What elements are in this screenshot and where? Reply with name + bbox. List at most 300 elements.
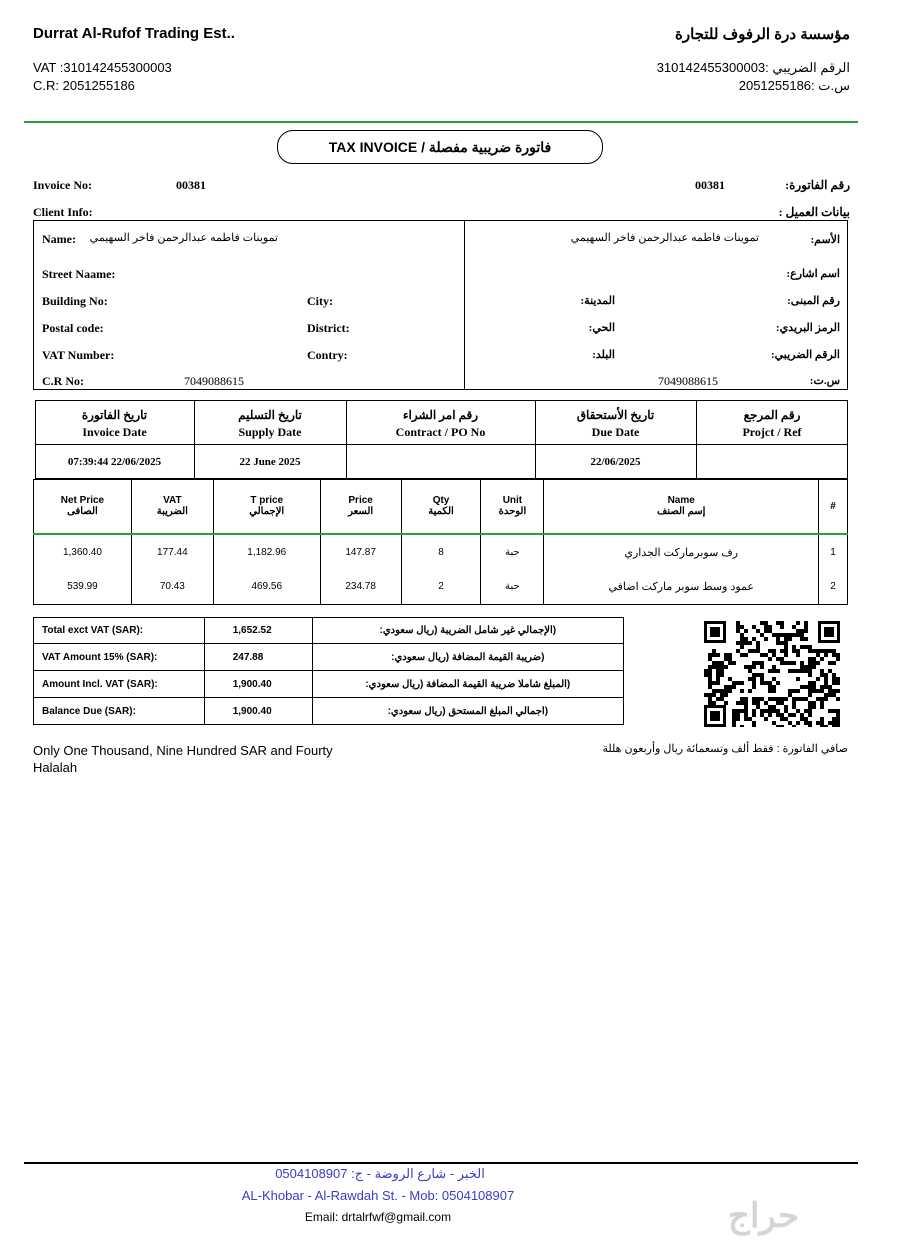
qr-module	[804, 621, 808, 625]
qr-module	[760, 673, 764, 677]
qr-module	[760, 621, 764, 625]
supply-date-value: 22 June 2025	[239, 455, 301, 468]
qr-module	[764, 709, 768, 713]
qr-module	[800, 665, 804, 669]
postal-label: Postal code:	[42, 321, 104, 335]
items-header-row	[34, 480, 848, 534]
qr-module	[832, 681, 836, 685]
col-header	[544, 480, 819, 534]
qr-module	[808, 721, 812, 725]
qr-module	[708, 673, 712, 677]
col-header-ar: الكمية	[428, 506, 454, 518]
qr-module	[820, 673, 824, 677]
col-header-ar: الصافى	[67, 506, 98, 518]
qr-module	[784, 641, 788, 645]
qr-module	[780, 625, 784, 629]
qr-module	[716, 653, 720, 657]
qr-module	[772, 653, 776, 657]
qr-module	[752, 665, 756, 669]
qr-module	[828, 661, 832, 665]
qr-module	[740, 709, 744, 713]
qr-module	[780, 661, 784, 665]
district-label: District:	[307, 321, 350, 335]
totals-table	[33, 617, 624, 725]
qr-module	[752, 685, 756, 689]
qr-module	[824, 693, 828, 697]
qr-module	[796, 697, 800, 701]
qr-module	[812, 661, 816, 665]
client-info-box	[33, 220, 848, 390]
qr-module	[832, 717, 836, 721]
qr-module	[836, 717, 840, 721]
qr-module	[772, 665, 776, 669]
qr-module	[768, 689, 772, 693]
qr-module	[804, 709, 808, 713]
qr-module	[740, 689, 744, 693]
qr-module	[808, 669, 812, 673]
qr-module	[724, 685, 728, 689]
qr-module	[808, 685, 812, 689]
qr-module	[804, 717, 808, 721]
qr-module	[752, 713, 756, 717]
qr-module	[744, 709, 748, 713]
qr-module	[808, 701, 812, 705]
qr-module	[800, 645, 804, 649]
qr-module	[800, 713, 804, 717]
qr-module	[704, 669, 708, 673]
qr-module	[728, 685, 732, 689]
qr-module	[796, 709, 800, 713]
qr-module	[804, 665, 808, 669]
qr-module	[720, 689, 724, 693]
district-label-ar: الحي:	[588, 322, 615, 334]
qr-module	[716, 677, 720, 681]
totals-value: 1,900.40	[204, 671, 312, 698]
qr-module	[824, 681, 828, 685]
qr-module	[744, 705, 748, 709]
net-price-cell: 1,360.40	[34, 534, 132, 570]
qr-module	[752, 637, 756, 641]
qr-module	[788, 721, 792, 725]
qr-module	[748, 677, 752, 681]
qr-module	[796, 649, 800, 653]
qr-module	[736, 681, 740, 685]
qr-module	[752, 661, 756, 665]
col-header-ar: الوحدة	[498, 506, 527, 518]
qr-module	[740, 653, 744, 657]
qr-module	[788, 669, 792, 673]
qr-module	[744, 641, 748, 645]
qr-module	[796, 629, 800, 633]
invoice-no-label: Invoice No:	[33, 178, 92, 192]
col-header-en: Unit	[502, 495, 523, 507]
qr-module	[780, 697, 784, 701]
date-header-en: Supply Date	[238, 425, 302, 439]
totals-label: Amount Incl. VAT (SAR):	[34, 671, 205, 698]
qr-module	[712, 653, 716, 657]
qr-module	[748, 649, 752, 653]
qr-module	[708, 701, 712, 705]
company-name-en: Durrat Al-Rufof Trading Est..	[33, 25, 235, 42]
date-header-ar: رقم امر الشراء	[402, 408, 479, 422]
qr-module	[768, 709, 772, 713]
qr-module	[800, 717, 804, 721]
qr-module	[752, 677, 756, 681]
qr-module	[736, 717, 740, 721]
qr-module	[760, 633, 764, 637]
qr-module	[740, 641, 744, 645]
totals-label-ar: (اجمالي المبلغ المستحق (ريال سعودي:	[312, 698, 623, 725]
client-name-value: تموينات فاطمه عبدالرحمن فاخر السهيمي	[89, 232, 278, 244]
qr-module	[832, 673, 836, 677]
qr-module	[808, 673, 812, 677]
qr-module	[828, 693, 832, 697]
qr-module	[808, 709, 812, 713]
table-row	[34, 534, 848, 570]
qr-module	[832, 653, 836, 657]
po-value	[346, 444, 535, 479]
qr-module	[768, 713, 772, 717]
invoice-date-value: 07:39:44 22/06/2025	[67, 455, 162, 468]
qr-module	[784, 697, 788, 701]
qr-module	[784, 661, 788, 665]
qr-module	[808, 661, 812, 665]
totals-label: Balance Due (SAR):	[34, 698, 205, 725]
qr-module	[744, 697, 748, 701]
qr-module	[776, 657, 780, 661]
qr-module	[824, 673, 828, 677]
totals-label: VAT Amount 15% (SAR):	[34, 644, 205, 671]
qr-module	[836, 725, 840, 727]
qr-module	[740, 725, 744, 727]
qr-module	[780, 649, 784, 653]
qty-cell: 8	[401, 534, 481, 570]
invoice-no-value-ar: 00381	[695, 178, 725, 192]
qr-module	[708, 685, 712, 689]
unit-cell: حبة	[481, 534, 544, 570]
qr-module	[820, 669, 824, 673]
qr-module	[728, 653, 732, 657]
col-header-en: Qty	[432, 495, 450, 507]
col-header-en: VAT	[163, 495, 182, 507]
qr-module	[816, 677, 820, 681]
cr-label-ar: س.ت:	[809, 375, 840, 387]
qr-module	[736, 641, 740, 645]
qr-module	[804, 629, 808, 633]
haraj-watermark-logo: حراج	[728, 1197, 800, 1235]
qr-module	[800, 685, 804, 689]
qr-module	[784, 633, 788, 637]
qr-module	[708, 669, 712, 673]
qr-module	[760, 677, 764, 681]
qr-module	[736, 649, 740, 653]
qr-module	[816, 653, 820, 657]
qr-module	[828, 721, 832, 725]
qr-module	[732, 713, 736, 717]
qr-module	[820, 717, 824, 721]
qr-module	[804, 697, 808, 701]
qr-module	[776, 713, 780, 717]
company-vat-en: VAT :310142455300003	[33, 60, 172, 75]
qr-module	[832, 649, 836, 653]
date-header-po	[346, 404, 535, 444]
qr-module	[796, 689, 800, 693]
qr-module	[752, 673, 756, 677]
city-label: City:	[307, 294, 333, 308]
qr-module	[724, 689, 728, 693]
qr-module	[776, 621, 780, 625]
qr-module	[712, 689, 716, 693]
qr-module	[784, 645, 788, 649]
qr-module	[776, 633, 780, 637]
qr-module	[772, 685, 776, 689]
qr-module	[716, 689, 720, 693]
qr-module	[768, 681, 772, 685]
vat-cell: 70.43	[131, 570, 213, 605]
qr-module	[816, 721, 820, 725]
invoice-no-value: 00381	[176, 178, 206, 192]
qr-module	[796, 721, 800, 725]
totals-label-ar: (ضريبة القيمة المضافة (ريال سعودي:	[312, 644, 623, 671]
qr-module	[712, 665, 716, 669]
qr-module	[788, 637, 792, 641]
postal-label-ar: الرمز البريدي:	[775, 322, 840, 334]
qr-module	[812, 701, 816, 705]
qr-module	[772, 677, 776, 681]
company-vat-ar: الرقم الضريبي :310142455300003	[656, 60, 850, 75]
qr-module	[772, 633, 776, 637]
cr-label: C.R No:	[42, 374, 84, 388]
client-box-divider	[464, 220, 465, 390]
qr-module	[744, 629, 748, 633]
qr-module	[772, 721, 776, 725]
qr-code	[704, 621, 840, 727]
qr-module	[732, 661, 736, 665]
qr-module	[720, 697, 724, 701]
date-header-supply	[194, 404, 346, 444]
col-header	[819, 480, 848, 534]
total-price-cell: 469.56	[213, 570, 320, 605]
qr-module	[820, 701, 824, 705]
qr-module	[736, 713, 740, 717]
qr-module	[716, 665, 720, 669]
qr-module	[752, 649, 756, 653]
qr-module	[712, 693, 716, 697]
qr-module	[780, 641, 784, 645]
qr-module	[740, 633, 744, 637]
qr-module	[736, 629, 740, 633]
net-price-cell: 539.99	[34, 570, 132, 605]
qr-module	[708, 697, 712, 701]
company-cr-en: C.R: 2051255186	[33, 78, 135, 93]
qr-module	[764, 621, 768, 625]
client-name-label: Name:	[42, 232, 76, 246]
qr-module	[832, 709, 836, 713]
item-number-cell: 1	[819, 534, 848, 570]
qr-module	[784, 709, 788, 713]
qr-module	[708, 665, 712, 669]
street-label: Street Naame:	[42, 267, 116, 281]
qr-module	[776, 709, 780, 713]
cr-value-ar: 7049088615	[658, 374, 718, 388]
col-header	[34, 480, 132, 534]
qr-module	[744, 653, 748, 657]
table-row	[34, 570, 848, 605]
item-name-cell: عمود وسط سوبر ماركت اضافي	[544, 570, 819, 605]
col-header	[213, 480, 320, 534]
qr-module	[772, 709, 776, 713]
qr-module	[784, 653, 788, 657]
qr-module	[824, 677, 828, 681]
qr-module	[816, 697, 820, 701]
qr-module	[812, 657, 816, 661]
col-header-en: Price	[348, 495, 373, 507]
date-header-en: Projct / Ref	[742, 425, 802, 439]
qr-module	[796, 633, 800, 637]
footer-rule	[24, 1162, 858, 1164]
qr-module	[748, 665, 752, 669]
qr-module	[800, 697, 804, 701]
qr-module	[788, 633, 792, 637]
qr-module	[820, 725, 824, 727]
qr-module	[776, 637, 780, 641]
qr-module	[708, 681, 712, 685]
qr-module	[792, 705, 796, 709]
qr-module	[712, 661, 716, 665]
qr-module	[792, 661, 796, 665]
qr-module	[796, 621, 800, 625]
vat-cell: 177.44	[131, 534, 213, 570]
qr-module	[796, 669, 800, 673]
qr-module	[732, 685, 736, 689]
col-header	[320, 480, 401, 534]
qr-module	[812, 689, 816, 693]
qr-module	[792, 633, 796, 637]
qr-module	[828, 649, 832, 653]
qr-module	[832, 693, 836, 697]
qr-module	[704, 673, 708, 677]
qr-module	[764, 637, 768, 641]
qr-module	[816, 661, 820, 665]
qr-module	[768, 697, 772, 701]
qr-module	[808, 705, 812, 709]
qr-module	[788, 713, 792, 717]
qr-module	[776, 725, 780, 727]
totals-row	[34, 698, 624, 725]
cr-value: 7049088615	[184, 374, 244, 388]
qr-module	[724, 701, 728, 705]
qr-module	[756, 649, 760, 653]
qr-module	[836, 689, 840, 693]
qr-module	[836, 681, 840, 685]
qr-module	[820, 657, 824, 661]
qr-module	[768, 657, 772, 661]
qr-module	[836, 709, 840, 713]
qr-module	[740, 701, 744, 705]
qr-module	[752, 697, 756, 701]
qr-module	[752, 709, 756, 713]
qr-module	[792, 713, 796, 717]
qr-module	[808, 689, 812, 693]
date-header-invoice	[35, 404, 194, 444]
qr-module	[724, 657, 728, 661]
qr-module	[760, 665, 764, 669]
qr-module	[780, 621, 784, 625]
qr-module	[756, 697, 760, 701]
qr-module	[820, 705, 824, 709]
qr-module	[748, 689, 752, 693]
qr-module	[788, 693, 792, 697]
qr-module	[836, 653, 840, 657]
qr-module	[768, 625, 772, 629]
qr-module	[792, 649, 796, 653]
totals-row	[34, 644, 624, 671]
qr-module	[712, 649, 716, 653]
qr-module	[812, 685, 816, 689]
qr-module	[788, 689, 792, 693]
qr-module	[708, 677, 712, 681]
col-header-ar: الضريبة	[156, 506, 188, 518]
qr-module	[772, 669, 776, 673]
qr-module	[752, 725, 756, 727]
qr-module	[764, 653, 768, 657]
qr-module	[728, 677, 732, 681]
qr-module	[716, 681, 720, 685]
qr-module	[768, 629, 772, 633]
qr-module	[764, 701, 768, 705]
qr-module	[708, 693, 712, 697]
footer-address-en: AL-Khobar - Al-Rawdah St. - Mob: 0504108907	[241, 1188, 515, 1203]
qr-module	[780, 725, 784, 727]
qr-module	[832, 661, 836, 665]
qr-module	[836, 657, 840, 661]
qr-module	[724, 653, 728, 657]
qr-module	[772, 689, 776, 693]
qr-module	[784, 637, 788, 641]
qr-module	[800, 629, 804, 633]
qr-module	[828, 689, 832, 693]
qr-module	[788, 661, 792, 665]
qty-cell: 2	[401, 570, 481, 605]
building-label: Building No:	[42, 294, 108, 308]
qr-module	[760, 709, 764, 713]
qr-module	[776, 701, 780, 705]
qr-module	[784, 717, 788, 721]
qr-module	[792, 689, 796, 693]
qr-module	[772, 705, 776, 709]
qr-module	[760, 681, 764, 685]
qr-module	[816, 649, 820, 653]
qr-module	[764, 717, 768, 721]
qr-module	[820, 685, 824, 689]
date-header-en: Contract / PO No	[395, 425, 486, 439]
col-header-en: Name	[667, 495, 695, 507]
header-rule	[24, 121, 858, 123]
qr-module	[728, 657, 732, 661]
qr-module	[812, 705, 816, 709]
qr-module	[756, 701, 760, 705]
qr-module	[776, 669, 780, 673]
qr-module	[792, 701, 796, 705]
qr-module	[780, 657, 784, 661]
qr-module	[712, 701, 716, 705]
totals-label-ar: (الإجمالي غير شامل الضريبة (ريال سعودي:	[312, 618, 623, 644]
qr-module	[808, 649, 812, 653]
qr-module	[800, 637, 804, 641]
qr-module	[768, 669, 772, 673]
qr-module	[748, 669, 752, 673]
date-header-ar: تاريخ الفاتورة	[81, 408, 148, 422]
